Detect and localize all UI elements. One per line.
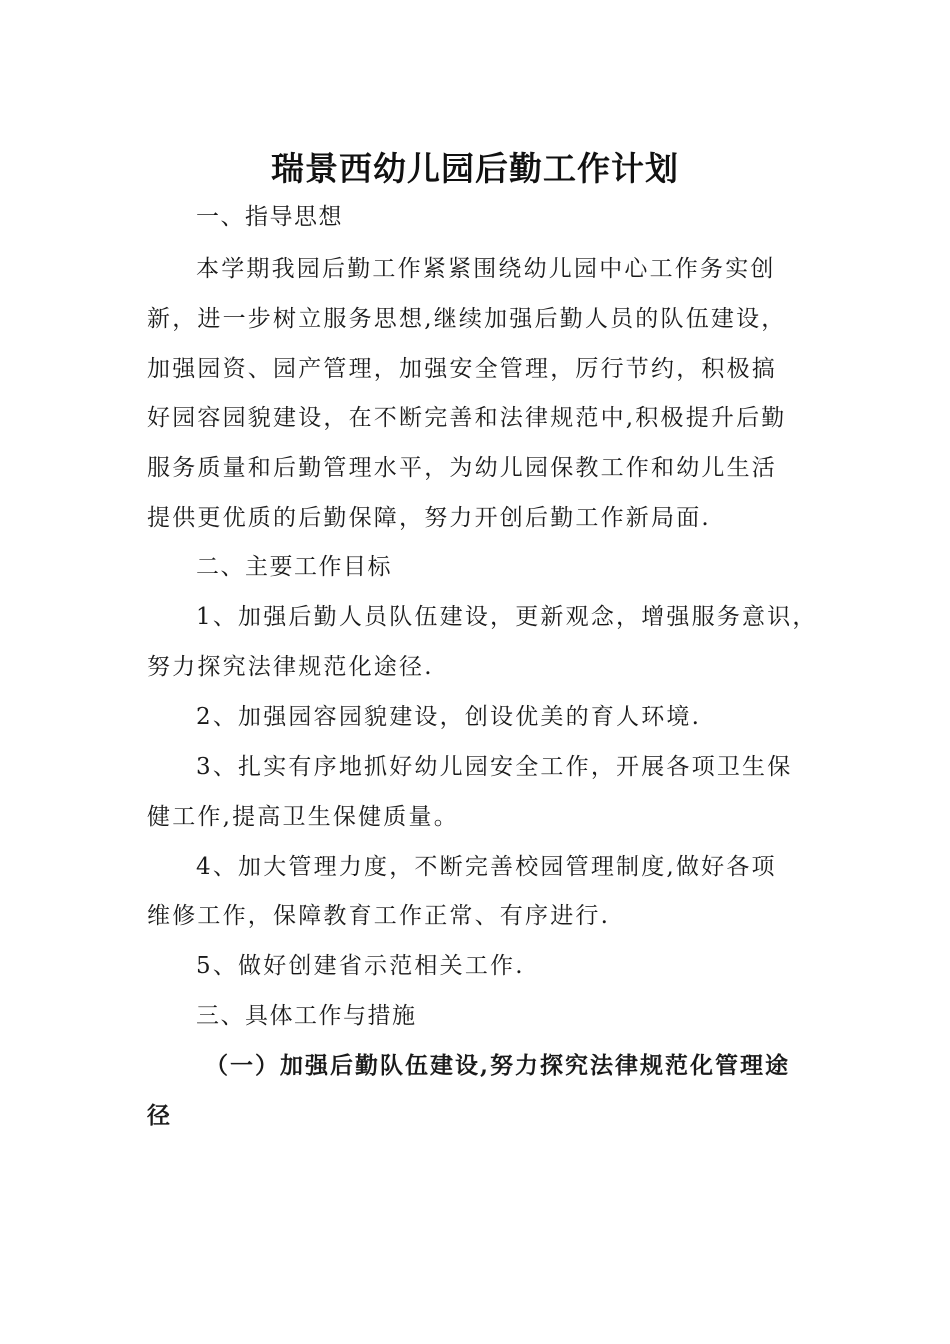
- paragraph-line: 本学期我园后勤工作紧紧围绕幼儿园中心工作务实创: [196, 256, 776, 282]
- section-heading-main-goals: 二、主要工作目标: [196, 554, 392, 580]
- goal-item-line: 2、加强园容园貌建设，创设优美的育人环境.: [196, 704, 702, 730]
- goal-item-line: 健工作,提高卫生保健质量。: [147, 804, 459, 830]
- paragraph-line: 服务质量和后勤管理水平，为幼儿园保教工作和幼儿生活: [147, 455, 777, 481]
- goal-item-line: 努力探究法律规范化途径.: [147, 654, 434, 680]
- subsection-heading: （一）加强后勤队伍建设,努力探究法律规范化管理途: [205, 1052, 791, 1079]
- goal-item-line: 5、做好创建省示范相关工作.: [196, 953, 525, 979]
- subsection-heading-continued: 径: [147, 1102, 172, 1129]
- section-heading-guiding-thought: 一、指导思想: [196, 204, 343, 230]
- goal-item-line: 1、加强后勤人员队伍建设，更新观念，增强服务意识，: [196, 604, 818, 630]
- paragraph-line: 新，进一步树立服务思想,继续加强后勤人员的队伍建设，: [147, 306, 787, 332]
- paragraph-line: 加强园资、园产管理，加强安全管理，厉行节约，积极搞: [147, 356, 777, 382]
- goal-item-line: 维修工作，保障教育工作正常、有序进行.: [147, 903, 611, 929]
- paragraph-line: 好园容园貌建设，在不断完善和法律规范中,积极提升后勤: [147, 405, 787, 431]
- paragraph-line: 提供更优质的后勤保障，努力开创后勤工作新局面.: [147, 505, 711, 531]
- document-title: 瑞景西幼儿园后勤工作计划: [271, 149, 679, 188]
- section-heading-specific-work: 三、具体工作与措施: [196, 1003, 417, 1029]
- goal-item-line: 4、加大管理力度，不断完善校园管理制度,做好各项: [196, 854, 777, 880]
- goal-item-line: 3、扎实有序地抓好幼儿园安全工作，开展各项卫生保: [196, 754, 793, 780]
